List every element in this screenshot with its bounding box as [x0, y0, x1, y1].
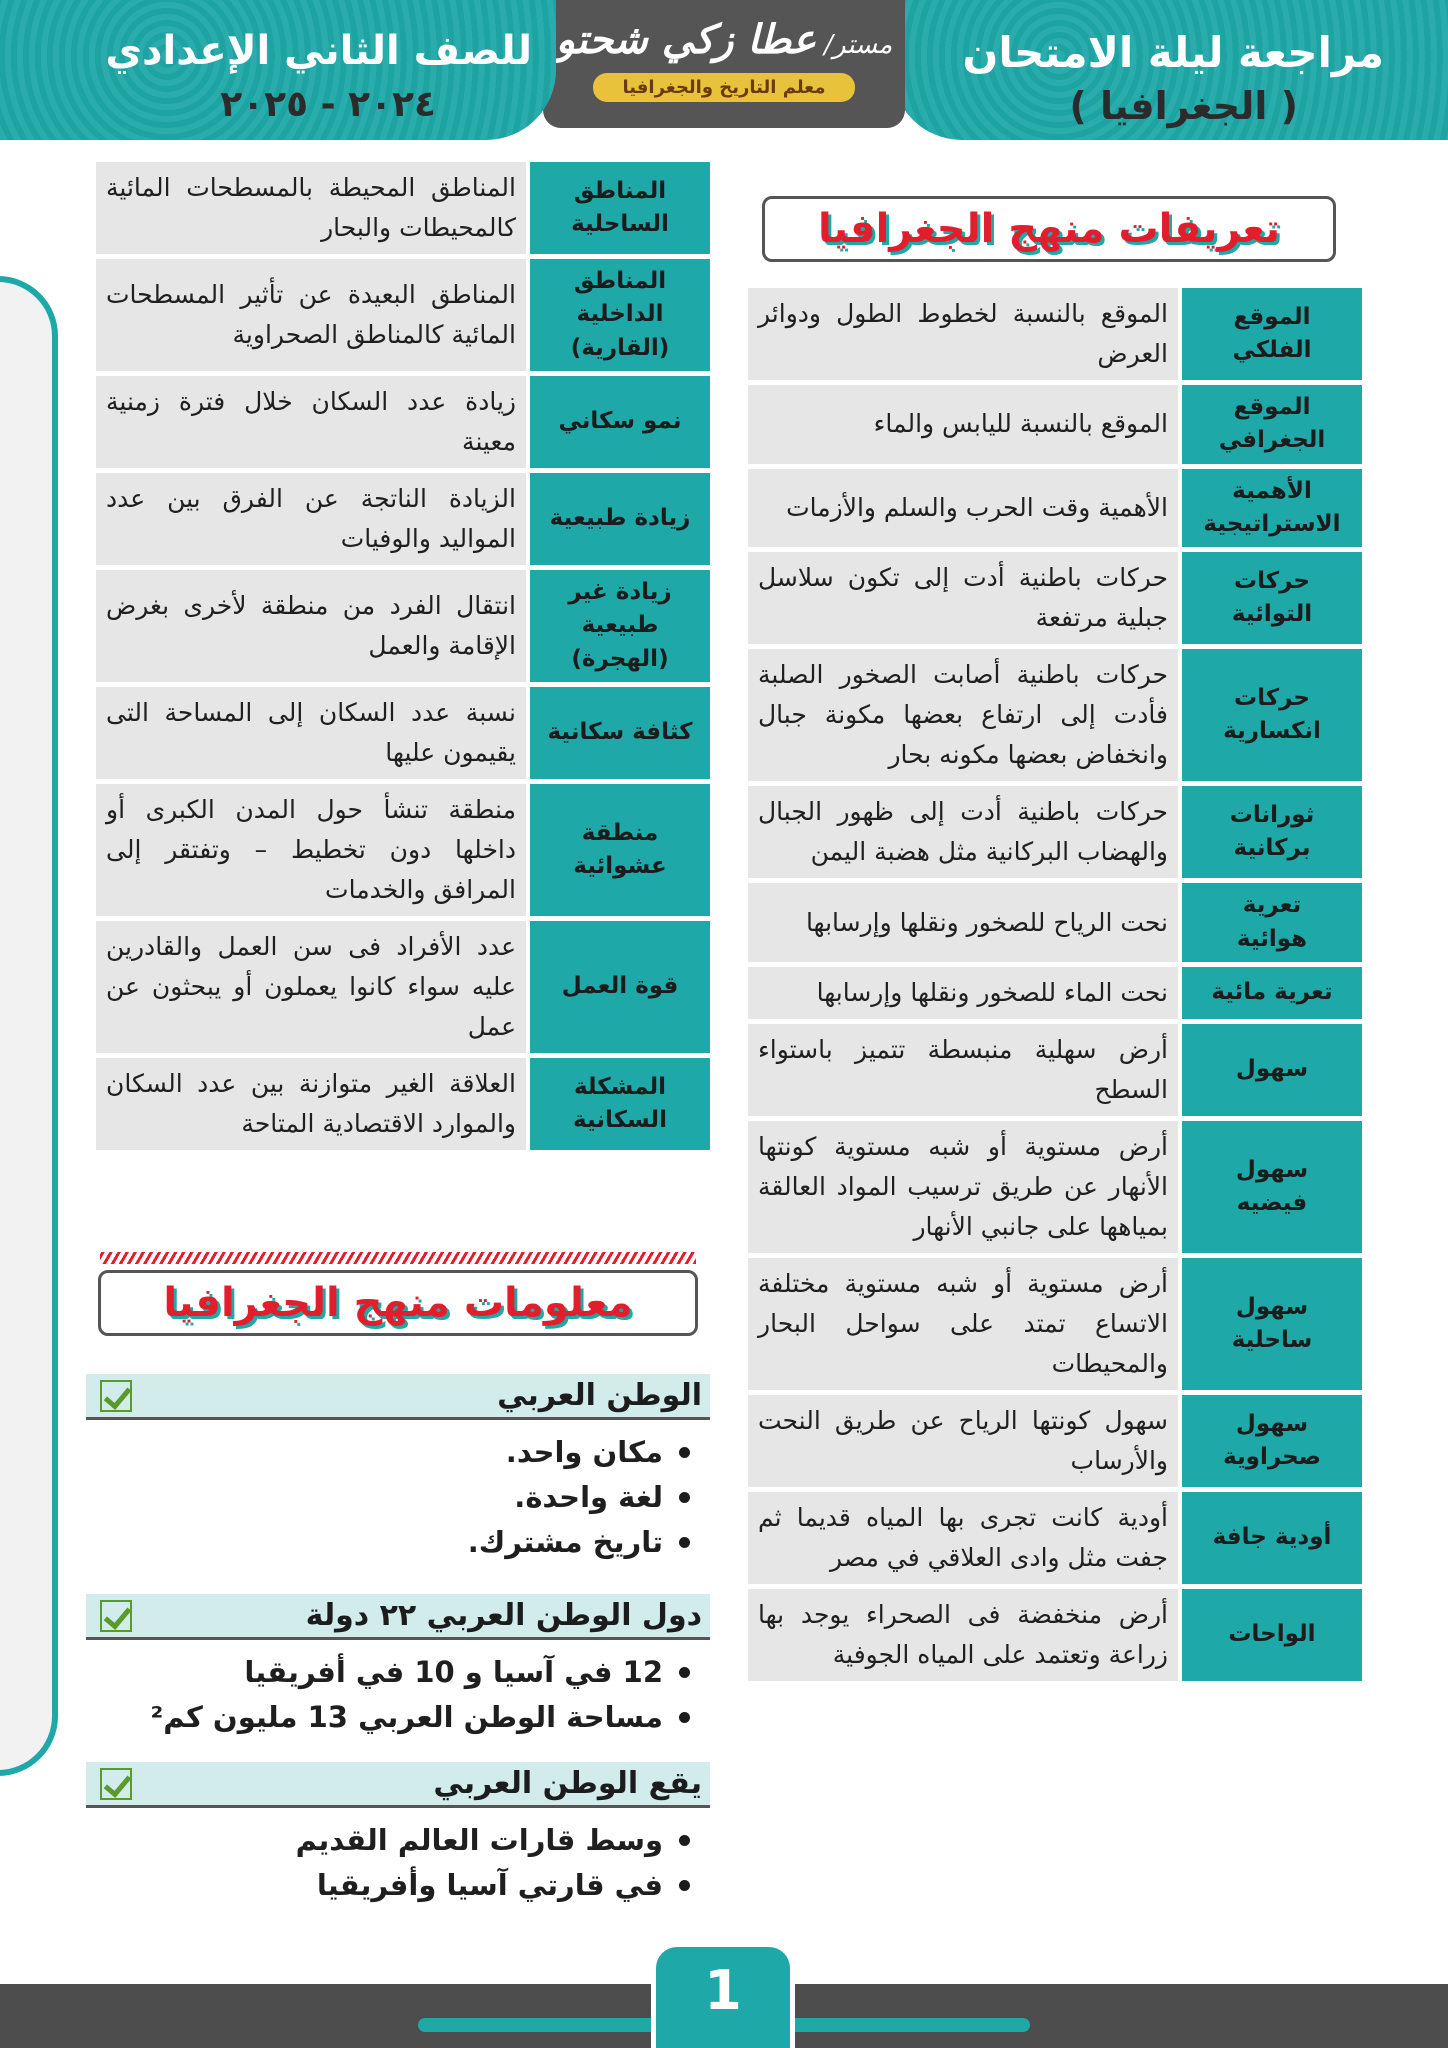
- definition-cell: أرض سهلية منبسطة تتميز باستواء السطح: [748, 1024, 1178, 1116]
- definition-cell: الأهمية وقت الحرب والسلم والأزمات: [748, 469, 1178, 548]
- definition-row: [96, 687, 710, 779]
- bullet-item: وسط قارات العالم القديم: [86, 1818, 690, 1863]
- definition-row: [748, 552, 1362, 644]
- info-section: [86, 1594, 710, 1740]
- term-cell: كثافة سكانية: [526, 687, 710, 779]
- definition-row: [96, 259, 710, 371]
- teacher-prefix: مستر/: [824, 30, 893, 60]
- definition-row: [748, 1258, 1362, 1390]
- definition-cell: الزيادة الناتجة عن الفرق بين عدد المواليد والوفيات: [96, 473, 526, 565]
- definition-row: [748, 786, 1362, 878]
- definition-cell: زيادة عدد السكان خلال فترة زمنية معينة: [96, 376, 526, 468]
- teacher-signature-panel: [543, 0, 905, 128]
- definition-cell: منطقة تنشأ حول المدن الكبرى أو داخلها دون تخطيط – وتفتقر إلى المرافق والخدمات: [96, 784, 526, 916]
- definition-row: [96, 376, 710, 468]
- definition-row: [96, 162, 710, 254]
- term-cell: الأهمية الاستراتيجية: [1178, 469, 1362, 548]
- definition-cell: عدد الأفراد فى سن العمل والقادرين عليه سواء كانوا يعملون أو يبحثون عن عمل: [96, 921, 526, 1053]
- teacher-signature: [556, 16, 893, 63]
- info-section-title: دول الوطن العربي ٢٢ دولة: [305, 1598, 702, 1633]
- side-bracket-decoration: [0, 276, 58, 1776]
- term-cell: سهول صحراوية: [1178, 1395, 1362, 1487]
- term-cell: الواحات: [1178, 1589, 1362, 1681]
- term-cell: ثورانات بركانية: [1178, 786, 1362, 878]
- info-title: معلومات منهج الجغرافيا: [163, 1280, 633, 1326]
- bullet-list: [86, 1420, 710, 1565]
- definition-cell: نحت الرياح للصخور ونقلها وإرسابها: [748, 883, 1178, 962]
- definition-row: [748, 1589, 1362, 1681]
- definition-cell: العلاقة الغير متوازنة بين عدد السكان والموارد الاقتصادية المتاحة: [96, 1058, 526, 1150]
- info-section-title: يقع الوطن العربي: [433, 1766, 702, 1801]
- term-cell: حركات التوائية: [1178, 552, 1362, 644]
- definition-cell: المناطق البعيدة عن تأثير المسطحات المائية كالمناطق الصحراوية: [96, 259, 526, 371]
- term-cell: زيادة طبيعية: [526, 473, 710, 565]
- definition-row: [96, 1058, 710, 1150]
- definitions-table-left: [96, 162, 710, 1150]
- term-cell: زيادة غير طبيعية (الهجرة): [526, 570, 710, 682]
- info-section-header: [86, 1594, 710, 1640]
- header-left-panel: [0, 0, 556, 140]
- term-cell: قوة العمل: [526, 921, 710, 1053]
- hatch-divider: [100, 1252, 696, 1264]
- definition-row: [96, 570, 710, 682]
- bullet-item: في قارتي آسيا وأفريقيا: [86, 1863, 690, 1908]
- definition-cell: أرض منخفضة فى الصحراء يوجد بها زراعة وتعتمد على المياه الجوفية: [748, 1589, 1178, 1681]
- definition-cell: حركات باطنية أصابت الصخور الصلبة فأدت إلى ارتفاع بعضها مكونة جبال وانخفاض بعضها مكونه بحار: [748, 649, 1178, 781]
- header-right-panel: [892, 0, 1448, 140]
- bullet-list: [86, 1640, 710, 1740]
- definitions-banner: [762, 196, 1336, 262]
- definition-cell: الموقع بالنسبة لليابس والماء: [748, 385, 1178, 464]
- definition-row: [748, 1395, 1362, 1487]
- bullet-item: تاريخ مشترك.: [86, 1520, 690, 1565]
- definition-row: [748, 1121, 1362, 1253]
- definition-cell: انتقال الفرد من منطقة لأخرى بغرض الإقامة والعمل: [96, 570, 526, 682]
- page-number-tab: [651, 1942, 795, 2048]
- term-cell: الموقع الفلكي: [1178, 288, 1362, 380]
- term-cell: حركات انكسارية: [1178, 649, 1362, 781]
- bullet-item: لغة واحدة.: [86, 1475, 690, 1520]
- info-section: [86, 1762, 710, 1908]
- definition-row: [748, 649, 1362, 781]
- definition-cell: أودية كانت تجرى بها المياه قديما ثم جفت مثل وادى العلاقي في مصر: [748, 1492, 1178, 1584]
- header-title: مراجعة ليلة الامتحان: [962, 28, 1384, 77]
- term-cell: الموقع الجغرافي: [1178, 385, 1362, 464]
- definition-row: [748, 469, 1362, 548]
- definition-cell: نحت الماء للصخور ونقلها وإرسابها: [748, 967, 1178, 1019]
- definition-row: [96, 921, 710, 1053]
- term-cell: منطقة عشوائية: [526, 784, 710, 916]
- term-cell: سهول ساحلية: [1178, 1258, 1362, 1390]
- definitions-title: تعريفات منهج الجغرافيا: [818, 206, 1280, 252]
- term-cell: تعرية مائية: [1178, 967, 1362, 1019]
- school-year: ٢٠٢٤ - ٢٠٢٥: [220, 84, 436, 125]
- definition-row: [748, 288, 1362, 380]
- info-section-header: [86, 1374, 710, 1420]
- info-section-title: الوطن العربي: [497, 1378, 702, 1413]
- definition-cell: الموقع بالنسبة لخطوط الطول ودوائر العرض: [748, 288, 1178, 380]
- info-section: [86, 1374, 710, 1565]
- definition-row: [748, 1492, 1362, 1584]
- page-number: 1: [704, 1959, 742, 2022]
- definition-cell: نسبة عدد السكان إلى المساحة التى يقيمون عليها: [96, 687, 526, 779]
- teacher-subtitle: معلم التاريخ والجغرافيا: [593, 73, 856, 102]
- info-banner: [98, 1270, 698, 1336]
- definition-row: [748, 883, 1362, 962]
- definition-row: [748, 1024, 1362, 1116]
- term-cell: تعرية هوائية: [1178, 883, 1362, 962]
- term-cell: نمو سكاني: [526, 376, 710, 468]
- term-cell: أودية جافة: [1178, 1492, 1362, 1584]
- grade-title: للصف الثاني الإعدادي: [105, 28, 532, 74]
- bullet-item: 12 في آسيا و 10 في أفريقيا: [86, 1650, 690, 1695]
- checkbox-check-icon: [100, 1600, 132, 1632]
- definition-row: [96, 784, 710, 916]
- header-subject: ( الجغرافيا ): [1069, 84, 1298, 128]
- term-cell: المشكلة السكانية: [526, 1058, 710, 1150]
- term-cell: سهول: [1178, 1024, 1362, 1116]
- definition-cell: أرض مستوية أو شبه مستوية مختلفة الاتساع تمتد على سواحل البحار والمحيطات: [748, 1258, 1178, 1390]
- teacher-name: عطا زكي شحتو: [555, 16, 817, 63]
- checkbox-check-icon: [100, 1380, 132, 1412]
- definition-cell: أرض مستوية أو شبه مستوية كونتها الأنهار عن طريق ترسيب المواد العالقة بمياهها على جانبي الأنهار: [748, 1121, 1178, 1253]
- definition-cell: المناطق المحيطة بالمسطحات المائية كالمحيطات والبحار: [96, 162, 526, 254]
- definition-cell: سهول كونتها الرياح عن طريق النحت والأرساب: [748, 1395, 1178, 1487]
- checkbox-check-icon: [100, 1768, 132, 1800]
- definition-row: [748, 967, 1362, 1019]
- definition-cell: حركات باطنية أدت إلى تكون سلاسل جبلية مرتفعة: [748, 552, 1178, 644]
- definition-row: [748, 385, 1362, 464]
- bullet-item: مكان واحد.: [86, 1430, 690, 1475]
- bullet-item: مساحة الوطن العربي 13 مليون كم²: [86, 1695, 690, 1740]
- term-cell: المناطق الساحلية: [526, 162, 710, 254]
- term-cell: المناطق الداخلية (القارية): [526, 259, 710, 371]
- info-section-header: [86, 1762, 710, 1808]
- term-cell: سهول فيضيه: [1178, 1121, 1362, 1253]
- definition-row: [96, 473, 710, 565]
- definitions-table-right: [748, 288, 1362, 1681]
- definition-cell: حركات باطنية أدت إلى ظهور الجبال والهضاب البركانية مثل هضبة اليمن: [748, 786, 1178, 878]
- bullet-list: [86, 1808, 710, 1908]
